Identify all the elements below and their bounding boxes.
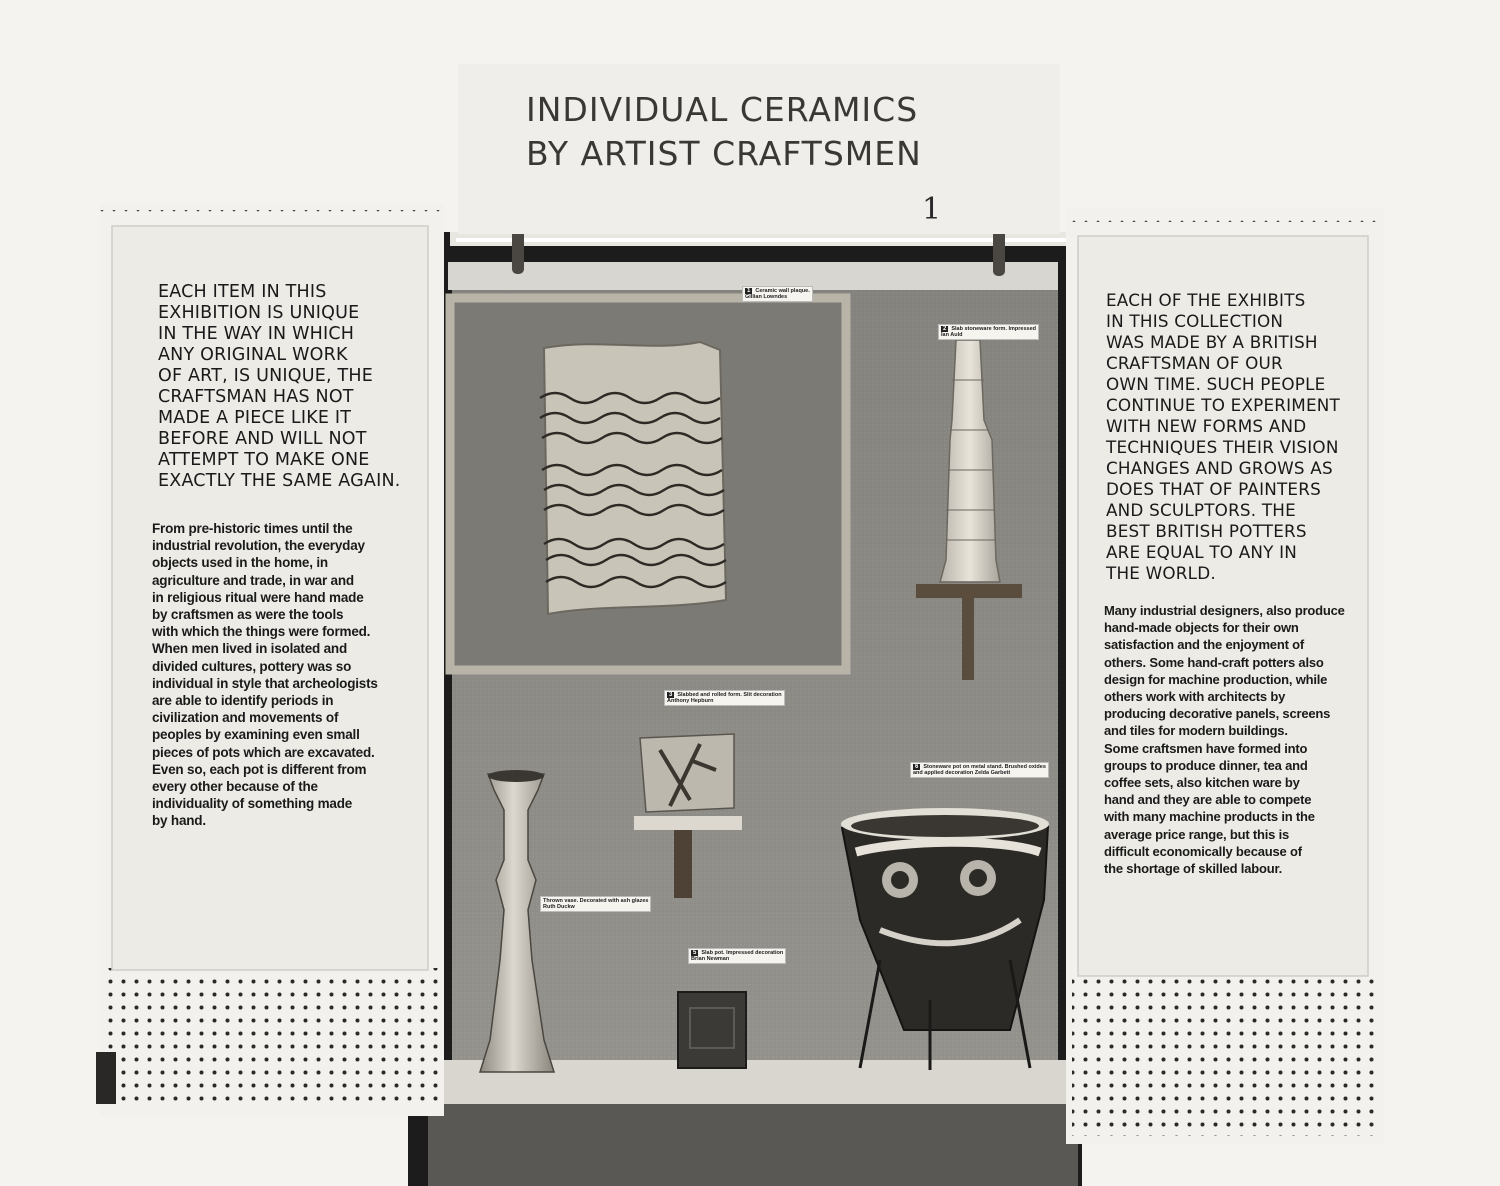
- slab-pot-exhibit: [678, 992, 746, 1068]
- exhibit-label-2: 2 Slab stoneware form. Impressed Ian Auld: [938, 324, 1039, 340]
- exhibit-label-3: 3 Slabbed and rolled form. Slit decoration Anthony Hepburn: [664, 690, 785, 706]
- exhibit-label-4: Thrown vase. Decorated with ash glazes Ruth Duckw: [540, 896, 651, 912]
- case-number: 1: [922, 192, 942, 227]
- left-panel-body: From pre-historic times until the industrial revolution, the everyday objects used in the home, in agriculture and trade, in war and in religious ritual were hand made by craftsmen as were the tools with which the things were formed. When men lived in isolated and divided cultures, pottery was so individual in style that archeologists are able to identify periods in civilization and movements of peoples by examining even small pieces of pots which are excavated. Even so, each pot is different from every other because of the individuality of something made by hand.: [152, 521, 378, 829]
- exhibit-label-5: 5 Slab pot. Impressed decoration Brian Newman: [688, 948, 786, 964]
- exhibit-label-6: 6 Stoneware pot on metal stand. Brushed oxides and applied decoration Zelda Garbett: [910, 762, 1049, 778]
- exhibit-label-1: 1 Ceramic wall plaque. Gillian Lowndes: [742, 286, 813, 302]
- right-panel-heading: EACH OF THE EXHIBITS IN THIS COLLECTION WAS MADE BY A BRITISH CRAFTSMAN OF OUR OWN TIME. SUCH PEOPLE CONTINUE TO EXPERIMENT WITH NEW FORMS AND TECHNIQUES THEIR VISION CHANGES AND GROWS AS DOES THAT OF PAINTERS AND SCULPTORS. THE BEST BRITISH POTTERS ARE EQUAL TO ANY IN THE WORLD.: [1106, 290, 1340, 583]
- wall-plaque-exhibit: [450, 298, 846, 670]
- left-panel-heading: EACH ITEM IN THIS EXHIBITION IS UNIQUE IN THE WAY IN WHICH ANY ORIGINAL WORK OF ART, IS UNIQUE, THE CRAFTSMAN HAS NOT MADE A PIECE LIKE IT BEFORE AND WILL NOT ATTEMPT TO MAKE ONE EXACTLY THE SAME AGAIN.: [158, 282, 401, 491]
- exhibition-title: INDIVIDUAL CERAMICS BY ARTIST CRAFTSMEN: [526, 90, 922, 173]
- right-panel-body: Many industrial designers, also produce hand-made objects for their own satisfaction and the enjoyment of others. Some hand-craft potters also design for machine production, while others work with architects by producing decorative panels, screens and tiles for modern buildings. Some craftsmen have formed into groups to produce dinner, tea and coffee sets, also kitchen ware by hand and they are able to compete with many machine products in the average price range, but this is difficult economically because of the shortage of skilled labour.: [1104, 603, 1345, 877]
